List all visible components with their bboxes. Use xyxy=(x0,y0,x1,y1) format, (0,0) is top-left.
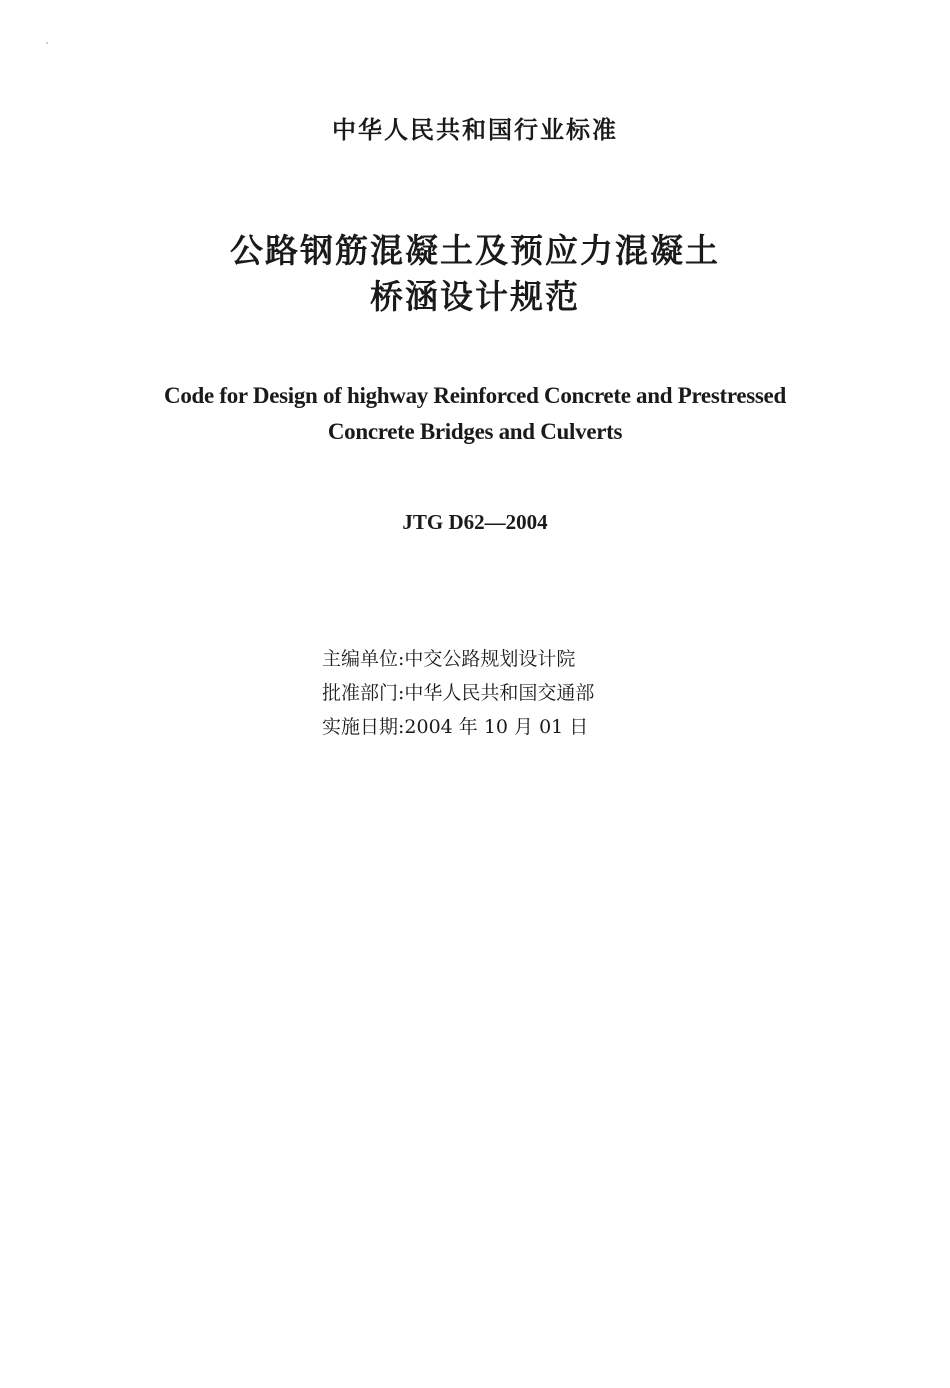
english-title xyxy=(0,378,950,450)
chinese-title xyxy=(0,228,950,320)
chinese-title-line-2: 桥涵设计规范 xyxy=(370,277,580,316)
effective-date: 实施日期:2004 年 10 月 01 日 xyxy=(322,716,589,738)
scan-speck xyxy=(46,42,48,44)
publication-info xyxy=(322,642,594,744)
industry-standard-heading: 中华人民共和国行业标准 xyxy=(332,116,618,144)
standard-code-number: JTG D62—2004 xyxy=(402,510,548,534)
english-title-line-1: Code for Design of highway Reinforced Concrete and Prestressed xyxy=(164,383,786,408)
approving-department: 批准部门:中华人民共和国交通部 xyxy=(322,682,595,704)
chinese-title-line-1: 公路钢筋混凝土及预应力混凝土 xyxy=(230,231,720,270)
english-title-line-2: Concrete Bridges and Culverts xyxy=(327,419,623,444)
editor-unit: 主编单位:中交公路规划设计院 xyxy=(322,648,576,670)
